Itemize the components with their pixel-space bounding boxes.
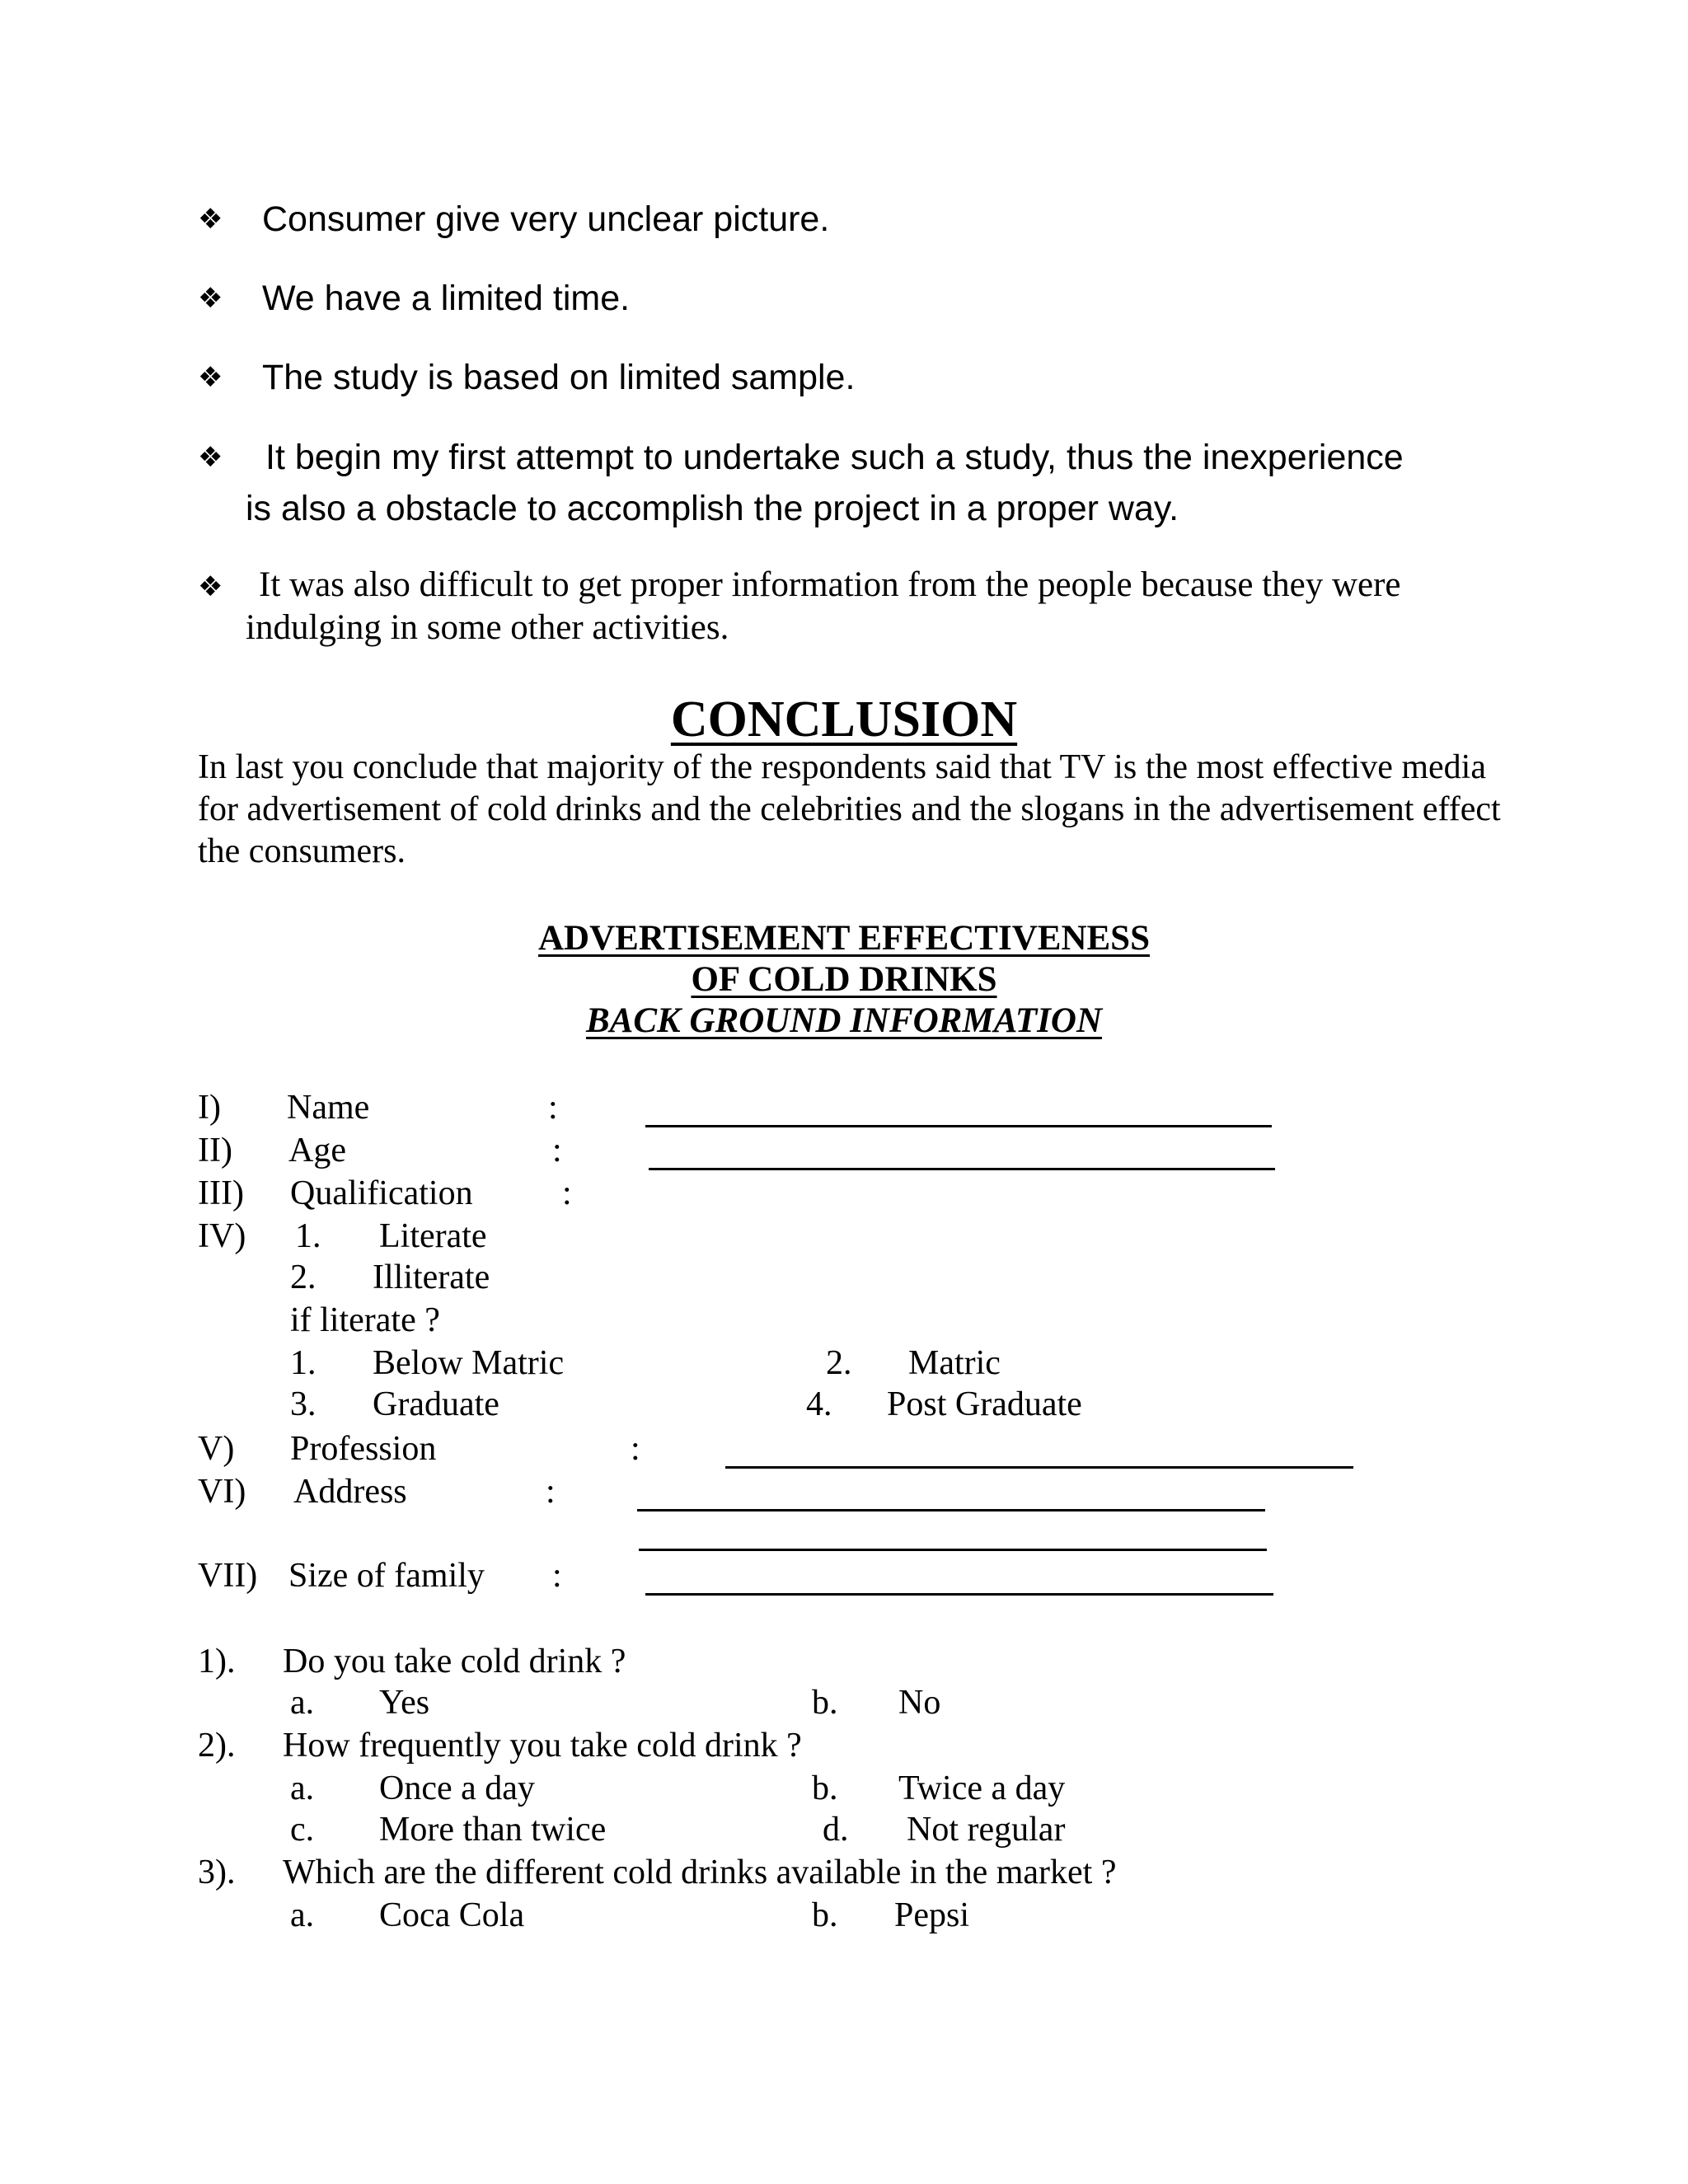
conclusion-title: CONCLUSION bbox=[670, 691, 1018, 748]
post-graduate-option[interactable]: Post Graduate bbox=[887, 1385, 1082, 1423]
bullet-icon: ❖ bbox=[198, 570, 223, 603]
question-text: Which are the different cold drinks available in the market ? bbox=[283, 1854, 1117, 1891]
colon: : bbox=[548, 1089, 558, 1127]
graduate-option[interactable]: Graduate bbox=[373, 1385, 499, 1423]
field-number: I) bbox=[198, 1089, 221, 1127]
field-number: VI) bbox=[198, 1473, 246, 1511]
questionnaire-title-line2: OF COLD DRINKS bbox=[691, 960, 997, 999]
colon: : bbox=[552, 1132, 562, 1169]
answer-option[interactable]: Coca Cola bbox=[379, 1896, 525, 1934]
bullet-text: It begin my first attempt to undertake such a study, thus the inexperience bbox=[265, 438, 1404, 477]
field-number: VII) bbox=[198, 1557, 258, 1595]
option-key: b. bbox=[812, 1684, 838, 1722]
if-literate-label: if literate ? bbox=[290, 1301, 440, 1339]
questionnaire-subtitle: BACK GROUND INFORMATION bbox=[585, 1001, 1103, 1040]
option-key: d. bbox=[823, 1811, 849, 1849]
option-number: 1. bbox=[290, 1344, 316, 1382]
option-key: b. bbox=[812, 1896, 838, 1934]
option-number: 1. bbox=[295, 1217, 321, 1255]
matric-option[interactable]: Matric bbox=[908, 1344, 1001, 1382]
qualification-label: Qualification bbox=[290, 1174, 473, 1212]
address-blank-line-2[interactable] bbox=[639, 1549, 1267, 1551]
field-number: II) bbox=[198, 1132, 232, 1169]
field-number: IV) bbox=[198, 1217, 246, 1255]
answer-option[interactable]: Not regular bbox=[907, 1811, 1066, 1849]
question-number: 3). bbox=[198, 1854, 236, 1891]
option-key: a. bbox=[290, 1896, 315, 1934]
option-key: a. bbox=[290, 1684, 315, 1722]
address-label: Address bbox=[293, 1473, 407, 1511]
question-number: 2). bbox=[198, 1727, 236, 1765]
bullet-icon: ❖ bbox=[198, 361, 223, 394]
bullet-text-continued: indulging in some other activities. bbox=[246, 608, 729, 647]
field-number: V) bbox=[198, 1430, 235, 1468]
question-text: How frequently you take cold drink ? bbox=[283, 1727, 802, 1765]
bullet-text: Consumer give very unclear picture. bbox=[262, 199, 830, 239]
literate-option[interactable]: Literate bbox=[379, 1217, 487, 1255]
address-blank-line[interactable] bbox=[637, 1509, 1265, 1511]
bullet-icon: ❖ bbox=[198, 203, 223, 236]
bullet-text: It was also difficult to get proper information from the people because they were bbox=[259, 565, 1401, 604]
answer-option[interactable]: Yes bbox=[379, 1684, 430, 1722]
questionnaire-title: ADVERTISEMENT EFFECTIVENESS bbox=[537, 919, 1151, 958]
bullet-icon: ❖ bbox=[198, 441, 223, 474]
answer-option[interactable]: Twice a day bbox=[898, 1769, 1066, 1807]
bullet-icon: ❖ bbox=[198, 282, 223, 315]
option-number: 2. bbox=[290, 1258, 316, 1296]
profession-label: Profession bbox=[290, 1430, 437, 1468]
bullet-text: We have a limited time. bbox=[262, 279, 631, 318]
name-blank-line[interactable] bbox=[645, 1125, 1272, 1127]
name-label: Name bbox=[287, 1089, 370, 1127]
age-label: Age bbox=[288, 1132, 346, 1169]
family-size-blank-line[interactable] bbox=[645, 1593, 1273, 1596]
option-number: 4. bbox=[806, 1385, 832, 1423]
option-number: 3. bbox=[290, 1385, 316, 1423]
age-blank-line[interactable] bbox=[649, 1168, 1275, 1170]
colon: : bbox=[552, 1557, 562, 1595]
answer-option[interactable]: Once a day bbox=[379, 1769, 535, 1807]
question-text: Do you take cold drink ? bbox=[283, 1643, 626, 1680]
answer-option[interactable]: Pepsi bbox=[894, 1896, 970, 1934]
colon: : bbox=[562, 1174, 572, 1212]
colon: : bbox=[631, 1430, 640, 1468]
option-key: c. bbox=[290, 1811, 315, 1849]
question-number: 1). bbox=[198, 1643, 236, 1680]
profession-blank-line[interactable] bbox=[725, 1466, 1353, 1469]
option-key: b. bbox=[812, 1769, 838, 1807]
below-matric-option[interactable]: Below Matric bbox=[373, 1344, 565, 1382]
conclusion-paragraph: In last you conclude that majority of the respondents said that TV is the most effective media for advertisement of cold drinks and the celebrities and the slogans in the advertisement effect the consumers. bbox=[198, 748, 1501, 870]
answer-option[interactable]: More than twice bbox=[379, 1811, 607, 1849]
illiterate-option[interactable]: Illiterate bbox=[373, 1258, 490, 1296]
answer-option[interactable]: No bbox=[898, 1684, 941, 1722]
family-size-label: Size of family bbox=[288, 1557, 485, 1595]
bullet-text-continued: is also a obstacle to accomplish the project in a proper way. bbox=[246, 489, 1179, 528]
bullet-text: The study is based on limited sample. bbox=[262, 358, 856, 397]
option-number: 2. bbox=[826, 1344, 852, 1382]
colon: : bbox=[546, 1473, 556, 1511]
field-number: III) bbox=[198, 1174, 244, 1212]
option-key: a. bbox=[290, 1769, 315, 1807]
